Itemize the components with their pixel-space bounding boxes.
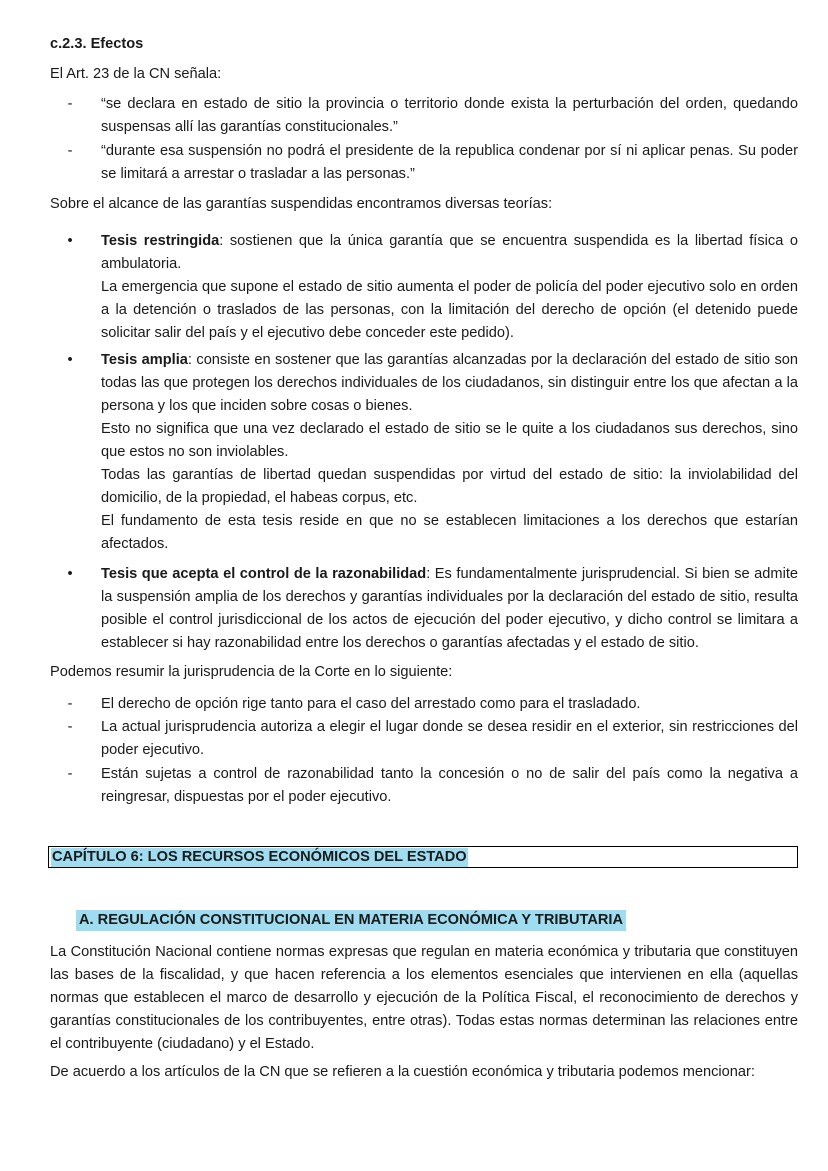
section-title: A. REGULACIÓN CONSTITUCIONAL EN MATERIA ECONÓMICA Y TRIBUTARIA [76, 910, 626, 931]
thesis-title: Tesis que acepta el control de la razonabilidad [101, 566, 427, 582]
quote-text: “durante esa suspensión no podrá el presidente de la republica condenar por sí ni aplicar penas. Su poder se limitará a arrestar o trasladar a las personas.” [101, 143, 798, 182]
quote-item [67, 93, 798, 139]
thesis-text: : sostienen que la única garantía que se encuentra suspendida es la libertad física o ambulatoria. [101, 233, 798, 272]
thesis-item [67, 563, 798, 655]
dash-marker: - [67, 696, 73, 712]
summary-text: El derecho de opción rige tanto para el caso del arrestado como para el trasladado. [101, 696, 641, 712]
thesis-paragraph: El fundamento de esta tesis reside en que no se establecen limitaciones a los derechos que estarían afectados. [101, 513, 798, 552]
quote-text: “se declara en estado de sitio la provincia o territorio donde exista la perturbación del orden, quedando suspensas allí las garantías constitucionales.” [101, 96, 798, 135]
thesis-paragraph: La emergencia que supone el estado de sitio aumenta el poder de policía del poder ejecutivo solo en orden a la detención o traslados de las personas, con la limitación del derecho de opción (el detenido puede solicitar salir del país y el ejecutivo debe conceder este pedido). [101, 279, 798, 341]
thesis-paragraph: Esto no significa que una vez declarado el estado de sitio se le quite a los ciudadanos sus derechos, sino que estos no son inviolables. [101, 421, 798, 460]
thesis-title: Tesis restringida [101, 233, 220, 249]
dash-marker: - [67, 766, 73, 782]
thesis-text: : consiste en sostener que las garantías alcanzadas por la declaración del estado de sitio son todas las que protegen los derechos individuales de los ciudadanos, sin distinguir entre los que afectan a la persona y los que inciden sobre cosas o bienes. [101, 352, 798, 414]
intro-text: El Art. 23 de la CN señala: [50, 66, 222, 82]
bullet-marker: • [67, 352, 73, 368]
chapter-title: CAPÍTULO 6: LOS RECURSOS ECONÓMICOS DEL ESTADO [52, 849, 467, 865]
chapter-heading-box [48, 846, 798, 868]
summary-item [67, 693, 798, 716]
summary-item [67, 716, 798, 762]
summary-intro-text: Podemos resumir la jurisprudencia de la Corte en lo siguiente: [50, 664, 453, 680]
section-paragraph: La Constitución Nacional contiene normas expresas que regulan en materia económica y tributaria que constituyen las bases de la fiscalidad, y que hacen referencia a los elementos esenciales que intervienen en ella (aquellas normas que establecen el marco de desarrollo y ejecución de la Política Fiscal, el reconocimiento de derechos y garantías constitucionales de los contribuyentes, entre otras). Todas estas normas determinan las relaciones entre el contribuyente (ciudadano) y el Estado. [50, 944, 798, 1052]
thesis-text: : Es fundamentalmente jurisprudencial. Si bien se admite la suspensión amplia de los derechos y garantías individuales por la declaración del estado de sitio, resulta posible el control jurisdiccional de los actos de ejecución del poder ejecutivo, y dicho control se limitara a establecer si hay razonabilidad entre los derechos o garantías afectadas y el estado de sitio. [101, 566, 798, 651]
dash-marker: - [67, 96, 73, 112]
thesis-item [67, 349, 798, 556]
quote-item [67, 140, 798, 186]
thesis-title: Tesis amplia [101, 352, 188, 368]
dash-marker: - [67, 143, 73, 159]
scope-intro-text: Sobre el alcance de las garantías suspendidas encontramos diversas teorías: [50, 196, 553, 212]
closing-paragraph: De acuerdo a los artículos de la CN que se refieren a la cuestión económica y tributaria podemos mencionar: [50, 1064, 755, 1080]
thesis-item [67, 230, 798, 345]
thesis-paragraph: Todas las garantías de libertad quedan suspendidas por virtud del estado de sitio: la inviolabilidad del domicilio, de la propiedad, el habeas corpus, etc. [101, 467, 798, 506]
summary-item [67, 763, 798, 809]
bullet-marker: • [67, 566, 73, 582]
summary-text: Están sujetas a control de razonabilidad tanto la concesión o no de salir del país como la negativa a reingresar, dispuestas por el poder ejecutivo. [101, 766, 798, 805]
dash-marker: - [67, 719, 73, 735]
summary-text: La actual jurisprudencia autoriza a elegir el lugar donde se desea residir en el exterior, sin restricciones del poder ejecutivo. [101, 719, 798, 758]
bullet-marker: • [67, 233, 73, 249]
section-heading: c.2.3. Efectos [50, 36, 144, 52]
